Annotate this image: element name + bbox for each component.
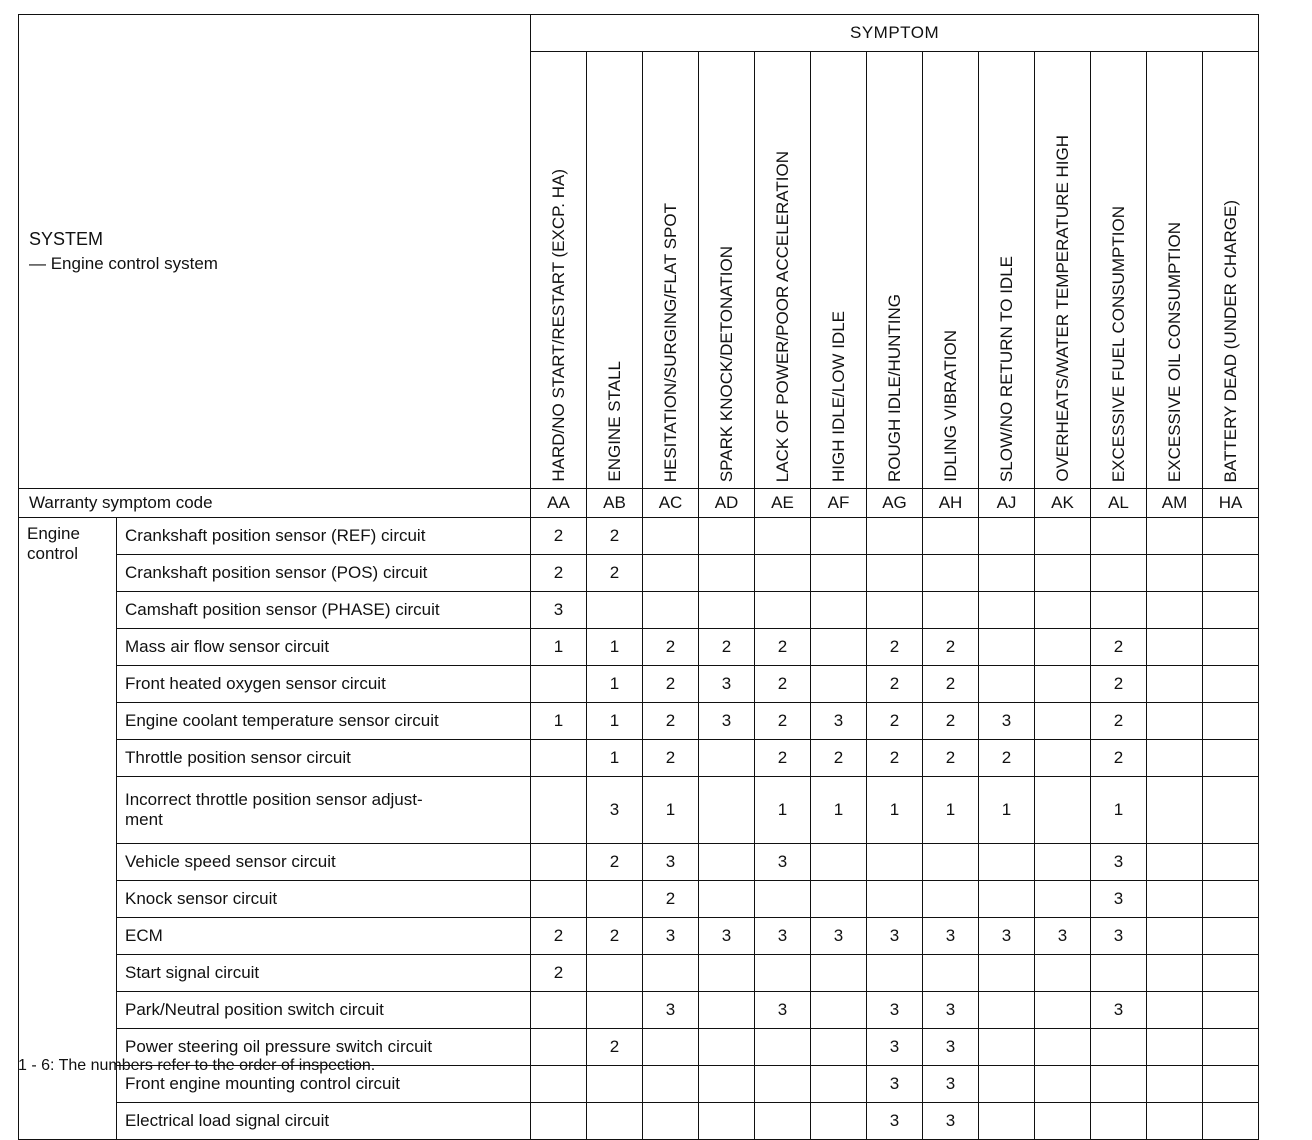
cell-value <box>923 955 979 992</box>
cell-value <box>755 955 811 992</box>
cell-value <box>1147 518 1203 555</box>
cell-value: 3 <box>587 777 643 844</box>
symptom-header-af <box>811 52 867 489</box>
cell-value: 2 <box>1091 703 1147 740</box>
cell-value: 2 <box>755 703 811 740</box>
cell-value: 1 <box>811 777 867 844</box>
cell-value: 2 <box>643 629 699 666</box>
footnote: 1 - 6: The numbers refer to the order of inspection. <box>18 1057 376 1074</box>
cell-value: 2 <box>867 666 923 703</box>
cell-value <box>979 555 1035 592</box>
cell-value <box>531 777 587 844</box>
table-row <box>19 955 1259 992</box>
cell-value: 2 <box>699 629 755 666</box>
table-row <box>19 703 1259 740</box>
cell-value: 2 <box>811 740 867 777</box>
cell-value <box>643 592 699 629</box>
cell-value: 2 <box>531 555 587 592</box>
system-header-cell <box>19 15 531 489</box>
cell-value: 2 <box>923 666 979 703</box>
group-label-engine-control <box>19 518 117 1140</box>
cell-value <box>1203 592 1259 629</box>
cell-value <box>1203 844 1259 881</box>
cell-value: 3 <box>979 918 1035 955</box>
cell-value: 2 <box>643 703 699 740</box>
cell-value <box>1035 881 1091 918</box>
symptom-header-ab <box>587 52 643 489</box>
cell-value <box>811 1029 867 1066</box>
symptom-label: IDLING VIBRATION <box>940 330 960 482</box>
cell-value <box>1203 777 1259 844</box>
cell-value: 2 <box>587 844 643 881</box>
symptom-code-aj: AJ <box>979 489 1035 518</box>
cell-value: 3 <box>867 1066 923 1103</box>
cell-value: 2 <box>587 1029 643 1066</box>
cell-value: 2 <box>643 666 699 703</box>
row-item-label: Front engine mounting control circuit <box>117 1066 531 1103</box>
cell-value: 3 <box>755 992 811 1029</box>
cell-value <box>1035 844 1091 881</box>
cell-value: 1 <box>531 629 587 666</box>
cell-value <box>867 592 923 629</box>
row-item-label: Throttle position sensor circuit <box>117 740 531 777</box>
symptom-label: ROUGH IDLE/HUNTING <box>884 294 904 482</box>
cell-value <box>979 1066 1035 1103</box>
cell-value: 3 <box>867 918 923 955</box>
cell-value <box>1203 1066 1259 1103</box>
table-row <box>19 1103 1259 1140</box>
cell-value <box>755 1029 811 1066</box>
symptom-code-al: AL <box>1091 489 1147 518</box>
table-row <box>19 918 1259 955</box>
symptom-label: SPARK KNOCK/DETONATION <box>716 245 736 482</box>
cell-value <box>587 1066 643 1103</box>
symptom-code-am: AM <box>1147 489 1203 518</box>
cell-value <box>867 518 923 555</box>
table-row <box>19 740 1259 777</box>
cell-value <box>643 1066 699 1103</box>
cell-value <box>1203 740 1259 777</box>
cell-value: 3 <box>1091 881 1147 918</box>
cell-value: 3 <box>643 992 699 1029</box>
cell-value: 2 <box>587 518 643 555</box>
table-row <box>19 555 1259 592</box>
cell-value <box>979 1103 1035 1140</box>
cell-value <box>643 518 699 555</box>
cell-value <box>1147 592 1203 629</box>
cell-value <box>1147 666 1203 703</box>
cell-value <box>1035 666 1091 703</box>
cell-value <box>979 629 1035 666</box>
cell-value: 1 <box>1091 777 1147 844</box>
cell-value: 2 <box>531 955 587 992</box>
cell-value: 3 <box>867 1103 923 1140</box>
cell-value <box>1091 955 1147 992</box>
symptom-code-ad: AD <box>699 489 755 518</box>
cell-value: 3 <box>531 592 587 629</box>
row-item-label: Vehicle speed sensor circuit <box>117 844 531 881</box>
cell-value <box>923 555 979 592</box>
cell-value <box>531 881 587 918</box>
cell-value <box>755 592 811 629</box>
cell-value <box>531 1029 587 1066</box>
cell-value <box>587 592 643 629</box>
cell-value: 2 <box>1091 740 1147 777</box>
cell-value <box>979 518 1035 555</box>
cell-value <box>755 881 811 918</box>
cell-value <box>587 1103 643 1140</box>
cell-value: 1 <box>979 777 1035 844</box>
cell-value <box>1203 1103 1259 1140</box>
cell-value: 2 <box>755 740 811 777</box>
cell-value <box>979 666 1035 703</box>
cell-value <box>699 1066 755 1103</box>
cell-value <box>923 844 979 881</box>
cell-value <box>923 518 979 555</box>
cell-value: 2 <box>587 555 643 592</box>
cell-value: 3 <box>699 703 755 740</box>
symptom-code-ac: AC <box>643 489 699 518</box>
cell-value: 2 <box>979 740 1035 777</box>
symptom-matrix-table <box>18 14 1259 1140</box>
cell-value <box>811 1103 867 1140</box>
table-row <box>19 592 1259 629</box>
cell-value: 1 <box>643 777 699 844</box>
cell-value <box>811 881 867 918</box>
row-item-label: Front heated oxygen sensor circuit <box>117 666 531 703</box>
cell-value <box>1203 918 1259 955</box>
cell-value <box>811 518 867 555</box>
row-item-label: Electrical load signal circuit <box>117 1103 531 1140</box>
cell-value <box>699 592 755 629</box>
symptom-header-ag <box>867 52 923 489</box>
symptom-code-af: AF <box>811 489 867 518</box>
cell-value: 3 <box>923 1103 979 1140</box>
cell-value: 3 <box>755 918 811 955</box>
cell-value: 3 <box>867 1029 923 1066</box>
cell-value: 1 <box>587 740 643 777</box>
cell-value <box>699 992 755 1029</box>
cell-value: 3 <box>979 703 1035 740</box>
symptom-code-ah: AH <box>923 489 979 518</box>
cell-value: 3 <box>867 992 923 1029</box>
symptom-label: EXCESSIVE FUEL CONSUMPTION <box>1108 205 1128 482</box>
cell-value <box>755 555 811 592</box>
cell-value: 3 <box>923 1066 979 1103</box>
row-item-label: Engine coolant temperature sensor circuit <box>117 703 531 740</box>
cell-value <box>979 844 1035 881</box>
row-item-label: Mass air flow sensor circuit <box>117 629 531 666</box>
system-label: SYSTEM <box>29 229 104 250</box>
cell-value: 3 <box>811 703 867 740</box>
cell-value <box>699 955 755 992</box>
cell-value <box>1147 777 1203 844</box>
cell-value: 1 <box>867 777 923 844</box>
cell-value <box>643 555 699 592</box>
group-label-text: Engine control <box>27 524 80 563</box>
cell-value <box>811 844 867 881</box>
cell-value <box>867 555 923 592</box>
cell-value <box>531 844 587 881</box>
cell-value <box>699 518 755 555</box>
cell-value <box>1147 1066 1203 1103</box>
cell-value <box>531 1066 587 1103</box>
cell-value <box>643 1103 699 1140</box>
symptom-label: HIGH IDLE/LOW IDLE <box>828 311 848 482</box>
table-row <box>19 518 1259 555</box>
table-row <box>19 629 1259 666</box>
cell-value: 2 <box>531 918 587 955</box>
cell-value <box>531 1103 587 1140</box>
table-row <box>19 992 1259 1029</box>
cell-value <box>1035 555 1091 592</box>
cell-value: 3 <box>811 918 867 955</box>
cell-value <box>1035 740 1091 777</box>
cell-value <box>811 555 867 592</box>
cell-value: 2 <box>923 703 979 740</box>
cell-value <box>1203 1029 1259 1066</box>
cell-value <box>1091 518 1147 555</box>
cell-value <box>1147 955 1203 992</box>
cell-value: 2 <box>755 629 811 666</box>
symptom-label: BATTERY DEAD (UNDER CHARGE) <box>1220 199 1240 482</box>
cell-value: 1 <box>923 777 979 844</box>
cell-value <box>643 1029 699 1066</box>
cell-value: 3 <box>1091 992 1147 1029</box>
cell-value: 3 <box>1035 918 1091 955</box>
cell-value <box>755 1103 811 1140</box>
cell-value: 2 <box>867 740 923 777</box>
cell-value <box>1203 629 1259 666</box>
table-row <box>19 844 1259 881</box>
cell-value <box>1035 1066 1091 1103</box>
symptom-header-aj <box>979 52 1035 489</box>
cell-value: 1 <box>587 629 643 666</box>
cell-value <box>1203 881 1259 918</box>
cell-value <box>699 1103 755 1140</box>
cell-value <box>1147 844 1203 881</box>
table-row <box>19 666 1259 703</box>
cell-value <box>1147 1029 1203 1066</box>
symptom-header-aa <box>531 52 587 489</box>
symptom-header-am <box>1147 52 1203 489</box>
cell-value <box>1203 555 1259 592</box>
cell-value <box>811 592 867 629</box>
symptom-code-aa: AA <box>531 489 587 518</box>
symptom-code-ak: AK <box>1035 489 1091 518</box>
cell-value <box>811 1066 867 1103</box>
row-item-label: Incorrect throttle position sensor adjust- ment <box>117 777 531 844</box>
warranty-label: Warranty symptom code <box>19 489 531 518</box>
cell-value <box>1035 777 1091 844</box>
system-subtitle: — Engine control system <box>29 254 218 274</box>
cell-value <box>979 955 1035 992</box>
cell-value <box>1203 955 1259 992</box>
cell-value <box>979 1029 1035 1066</box>
cell-value: 3 <box>643 918 699 955</box>
cell-value <box>1035 1103 1091 1140</box>
symptom-code-ab: AB <box>587 489 643 518</box>
cell-value <box>1147 555 1203 592</box>
cell-value: 3 <box>699 666 755 703</box>
cell-value <box>1091 1103 1147 1140</box>
cell-value <box>867 844 923 881</box>
cell-value <box>1091 555 1147 592</box>
cell-value: 3 <box>923 992 979 1029</box>
cell-value: 2 <box>531 518 587 555</box>
row-item-label: Park/Neutral position switch circuit <box>117 992 531 1029</box>
warranty-code-row <box>19 489 1259 518</box>
cell-value <box>699 555 755 592</box>
row-item-label: Start signal circuit <box>117 955 531 992</box>
cell-value <box>1091 592 1147 629</box>
cell-value: 3 <box>1091 844 1147 881</box>
row-item-label: Knock sensor circuit <box>117 881 531 918</box>
cell-value <box>1147 992 1203 1029</box>
cell-value <box>531 740 587 777</box>
cell-value <box>1147 703 1203 740</box>
cell-value <box>1147 740 1203 777</box>
cell-value: 2 <box>923 629 979 666</box>
cell-value <box>755 518 811 555</box>
cell-value <box>643 955 699 992</box>
cell-value <box>699 1029 755 1066</box>
cell-value: 3 <box>923 1029 979 1066</box>
cell-value: 2 <box>643 740 699 777</box>
cell-value: 3 <box>755 844 811 881</box>
symptom-header-al <box>1091 52 1147 489</box>
cell-value: 2 <box>587 918 643 955</box>
cell-value <box>867 955 923 992</box>
symptom-label: OVERHEATS/WATER TEMPERATURE HIGH <box>1052 135 1072 482</box>
cell-value <box>587 992 643 1029</box>
cell-value <box>531 666 587 703</box>
cell-value: 3 <box>923 918 979 955</box>
cell-value: 3 <box>699 918 755 955</box>
symptom-header-ha <box>1203 52 1259 489</box>
cell-value: 2 <box>867 629 923 666</box>
symptom-title: SYMPTOM <box>531 15 1259 52</box>
row-item-label: Camshaft position sensor (PHASE) circuit <box>117 592 531 629</box>
symptom-label: ENGINE STALL <box>604 361 624 482</box>
cell-value: 2 <box>1091 666 1147 703</box>
symptom-label: HESITATION/SURGING/FLAT SPOT <box>660 202 680 482</box>
cell-value: 1 <box>531 703 587 740</box>
cell-value: 3 <box>643 844 699 881</box>
symptom-label: SLOW/NO RETURN TO IDLE <box>996 255 1016 482</box>
cell-value: 3 <box>1091 918 1147 955</box>
cell-value <box>1035 629 1091 666</box>
cell-value <box>699 844 755 881</box>
cell-value <box>587 955 643 992</box>
cell-value <box>699 881 755 918</box>
cell-value <box>979 992 1035 1029</box>
cell-value <box>1203 518 1259 555</box>
cell-value <box>1035 1029 1091 1066</box>
cell-value <box>1091 1029 1147 1066</box>
cell-value <box>1147 881 1203 918</box>
cell-value <box>1035 955 1091 992</box>
cell-value: 1 <box>587 703 643 740</box>
symptom-label: EXCESSIVE OIL CONSUMPTION <box>1164 221 1184 482</box>
symptom-code-ag: AG <box>867 489 923 518</box>
cell-value <box>1203 992 1259 1029</box>
cell-value: 1 <box>755 777 811 844</box>
cell-value <box>811 629 867 666</box>
row-item-label: Crankshaft position sensor (POS) circuit <box>117 555 531 592</box>
symptom-label: LACK OF POWER/POOR ACCELERATION <box>772 150 792 482</box>
cell-value <box>811 666 867 703</box>
symptom-header-ae <box>755 52 811 489</box>
row-item-label: Power steering oil pressure switch circuit <box>117 1029 531 1066</box>
cell-value <box>699 777 755 844</box>
cell-value <box>867 881 923 918</box>
cell-value <box>1091 1066 1147 1103</box>
symptom-header-ac <box>643 52 699 489</box>
table-row <box>19 777 1259 844</box>
cell-value: 2 <box>1091 629 1147 666</box>
cell-value: 1 <box>587 666 643 703</box>
cell-value <box>531 992 587 1029</box>
row-item-label: ECM <box>117 918 531 955</box>
cell-value <box>811 955 867 992</box>
cell-value <box>1147 1103 1203 1140</box>
cell-value <box>1035 992 1091 1029</box>
symptom-header-ad <box>699 52 755 489</box>
cell-value <box>923 881 979 918</box>
cell-value <box>587 881 643 918</box>
cell-value: 2 <box>643 881 699 918</box>
cell-value: 2 <box>755 666 811 703</box>
cell-value <box>1035 518 1091 555</box>
cell-value: 2 <box>923 740 979 777</box>
cell-value <box>923 592 979 629</box>
cell-value <box>811 992 867 1029</box>
cell-value <box>1035 592 1091 629</box>
symptom-header-ah <box>923 52 979 489</box>
cell-value <box>1147 918 1203 955</box>
cell-value: 2 <box>867 703 923 740</box>
symptom-header-ak <box>1035 52 1091 489</box>
row-item-label: Crankshaft position sensor (REF) circuit <box>117 518 531 555</box>
cell-value <box>699 740 755 777</box>
cell-value <box>1147 629 1203 666</box>
symptom-code-ae: AE <box>755 489 811 518</box>
table-row <box>19 881 1259 918</box>
cell-value <box>979 881 1035 918</box>
cell-value <box>755 1066 811 1103</box>
symptom-label: HARD/NO START/RESTART (EXCP. HA) <box>548 169 568 482</box>
cell-value <box>979 592 1035 629</box>
cell-value <box>1203 703 1259 740</box>
cell-value <box>1203 666 1259 703</box>
cell-value <box>1035 703 1091 740</box>
symptom-code-ha: HA <box>1203 489 1259 518</box>
